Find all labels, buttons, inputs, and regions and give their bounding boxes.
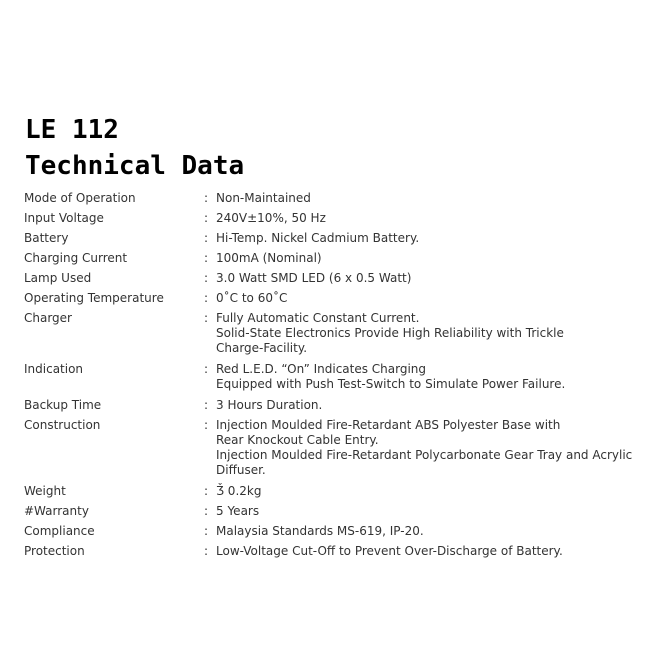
spec-row <box>24 415 644 480</box>
spec-row <box>24 208 644 228</box>
spec-value-line: Hi-Temp. Nickel Cadmium Battery. <box>216 230 420 245</box>
spec-label: Mode of Operation <box>24 190 136 205</box>
spec-label: Input Voltage <box>24 210 104 225</box>
spec-row <box>24 501 644 521</box>
spec-value <box>216 268 644 288</box>
spec-separator: : <box>204 210 209 225</box>
spec-row <box>24 288 644 308</box>
spec-value <box>216 541 644 561</box>
spec-row <box>24 395 644 415</box>
spec-value-line: 240V±10%, 50 Hz <box>216 210 326 225</box>
model-title: LE 112 <box>25 115 119 145</box>
spec-separator: : <box>204 417 209 432</box>
spec-value-line: Rear Knockout Cable Entry. <box>216 432 379 447</box>
spec-row <box>24 308 644 358</box>
spec-value <box>216 501 644 521</box>
spec-value-line: Low-Voltage Cut-Off to Prevent Over-Discharge of Battery. <box>216 543 563 558</box>
spec-separator: : <box>204 397 209 412</box>
spec-value-line: Solid-State Electronics Provide High Reliability with Trickle <box>216 325 564 340</box>
spec-value <box>216 395 644 415</box>
spec-label: Lamp Used <box>24 270 92 285</box>
spec-value-line: 5 Years <box>216 503 260 518</box>
spec-table <box>24 188 644 561</box>
spec-value <box>216 188 644 208</box>
spec-value <box>216 359 644 394</box>
title-block <box>25 112 244 184</box>
spec-value-line: Red L.E.D. “On” Indicates Charging <box>216 361 427 376</box>
spec-separator: : <box>204 310 209 325</box>
spec-value-line: Fully Automatic Constant Current. <box>216 310 420 325</box>
spec-value-line: Diffuser. <box>216 462 266 477</box>
spec-value <box>216 228 644 248</box>
spec-value <box>216 308 644 358</box>
spec-row <box>24 359 644 394</box>
spec-value <box>216 248 644 268</box>
spec-value-line: Non-Maintained <box>216 190 311 205</box>
spec-value <box>216 288 644 308</box>
spec-row <box>24 228 644 248</box>
spec-value-line: Injection Moulded Fire-Retardant ABS Polyester Base with <box>216 417 561 432</box>
spec-label: Battery <box>24 230 69 245</box>
spec-separator: : <box>204 290 209 305</box>
spec-value-line: Equipped with Push Test-Switch to Simulate Power Failure. <box>216 376 566 391</box>
spec-value <box>216 208 644 228</box>
spec-separator: : <box>204 270 209 285</box>
spec-row <box>24 268 644 288</box>
spec-label: Construction <box>24 417 101 432</box>
spec-value-line: 100mA (Nominal) <box>216 250 322 265</box>
spec-value <box>216 415 644 480</box>
spec-value-line: Malaysia Standards MS-619, IP-20. <box>216 523 424 538</box>
spec-label: Weight <box>24 483 66 498</box>
spec-label: #Warranty <box>24 503 89 518</box>
spec-label: Indication <box>24 361 84 376</box>
spec-value-line: Ǯ 0.2kg <box>216 483 262 498</box>
spec-value-line: 0˚C to 60˚C <box>216 290 288 305</box>
spec-separator: : <box>204 523 209 538</box>
spec-row <box>24 481 644 501</box>
spec-separator: : <box>204 361 209 376</box>
spec-label: Protection <box>24 543 85 558</box>
spec-label: Charging Current <box>24 250 128 265</box>
spec-label: Operating Temperature <box>24 290 164 305</box>
spec-separator: : <box>204 503 209 518</box>
spec-value <box>216 481 644 501</box>
spec-value-line: 3 Hours Duration. <box>216 397 323 412</box>
spec-value-line: Injection Moulded Fire-Retardant Polycarbonate Gear Tray and Acrylic <box>216 447 633 462</box>
spec-separator: : <box>204 230 209 245</box>
page-heading: Technical Data <box>25 151 245 181</box>
spec-separator: : <box>204 543 209 558</box>
spec-label: Compliance <box>24 523 95 538</box>
spec-row <box>24 248 644 268</box>
spec-row <box>24 188 644 208</box>
spec-label: Charger <box>24 310 72 325</box>
spec-label: Backup Time <box>24 397 102 412</box>
spec-separator: : <box>204 483 209 498</box>
spec-value-line: Charge-Facility. <box>216 340 308 355</box>
spec-separator: : <box>204 190 209 205</box>
spec-value-line: 3.0 Watt SMD LED (6 x 0.5 Watt) <box>216 270 412 285</box>
spec-row <box>24 521 644 541</box>
spec-row <box>24 541 644 561</box>
spec-separator: : <box>204 250 209 265</box>
spec-value <box>216 521 644 541</box>
